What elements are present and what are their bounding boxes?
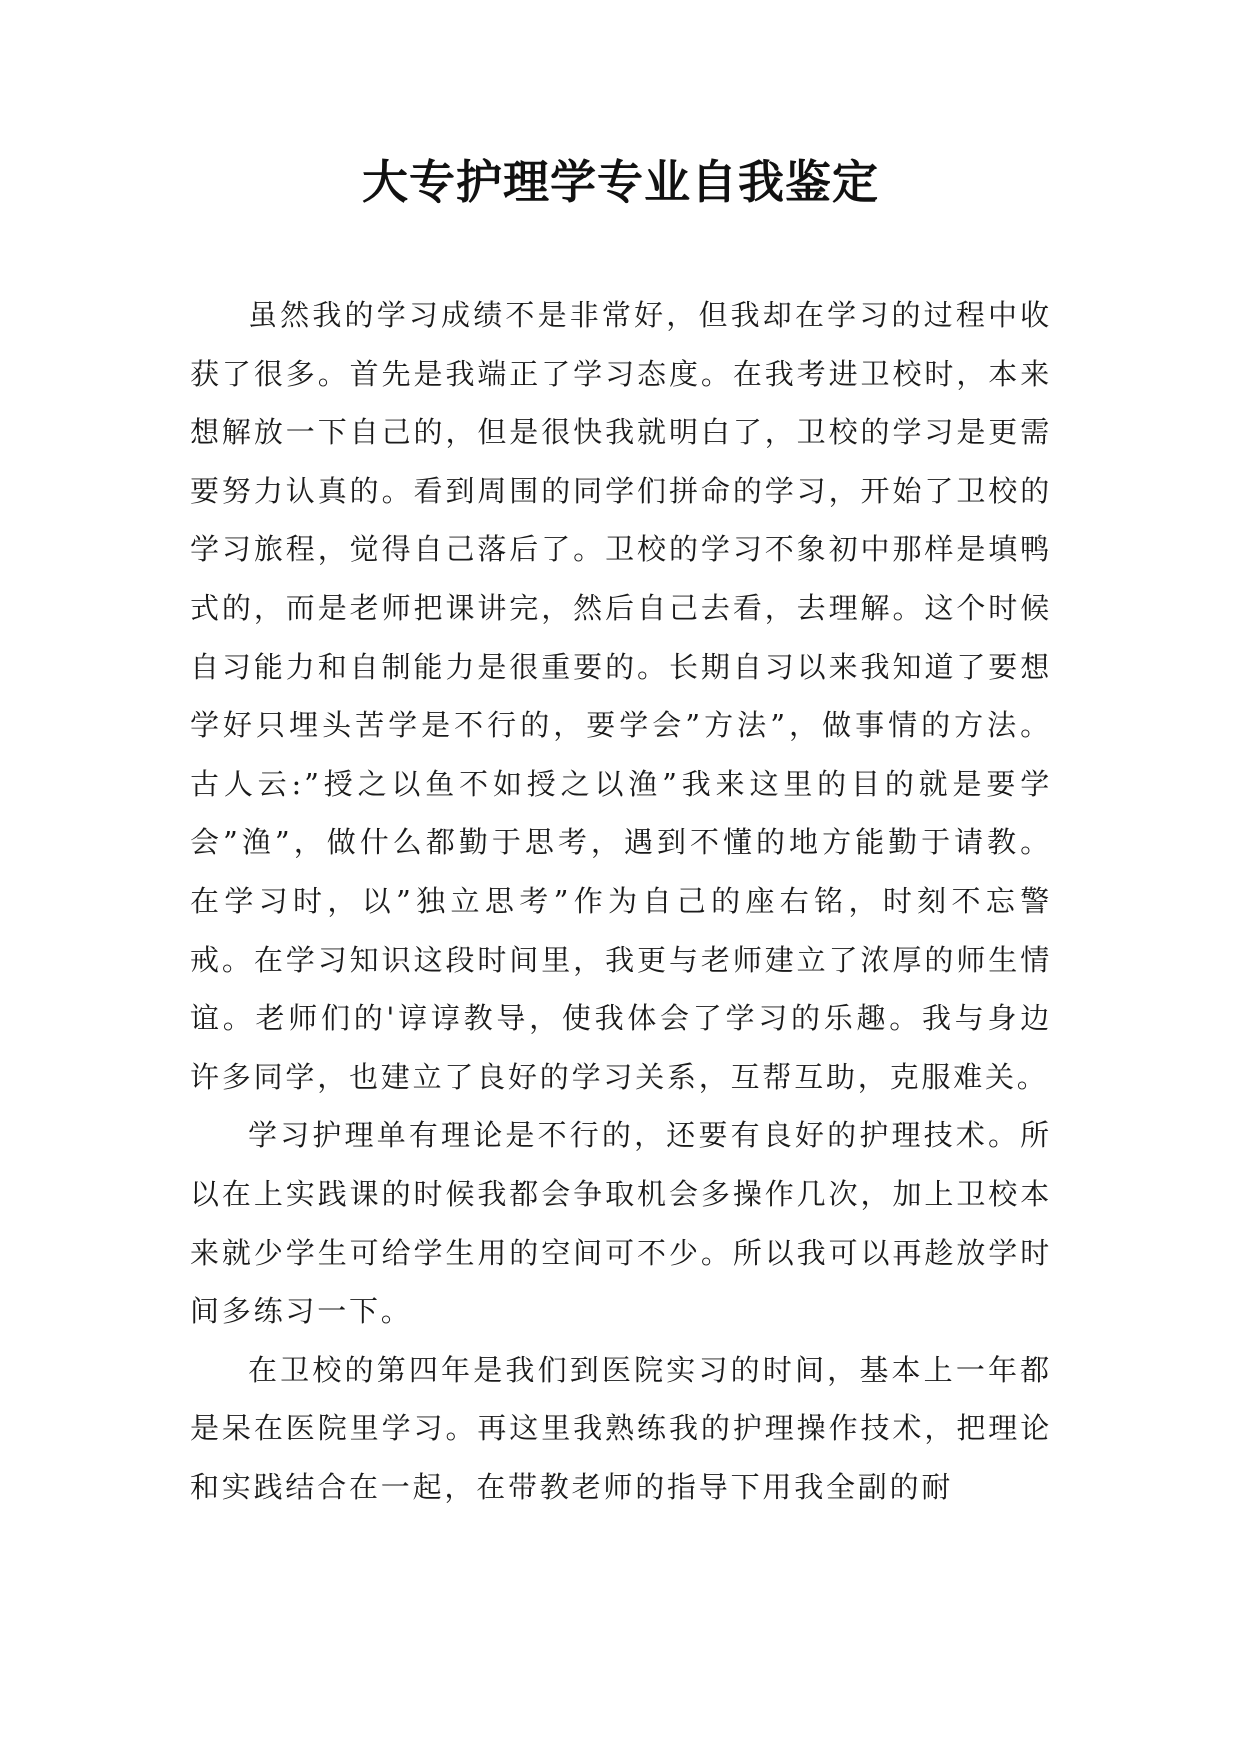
document-body <box>190 286 1052 1516</box>
paragraph-nursing-skills: 学习护理单有理论是不行的，还要有良好的护理技术。所以在上实践课的时候我都会争取机会多操作几次，加上卫校本来就少学生可给学生用的空间可不少。所以我可以再趁放学时间多练习一下。 <box>190 1118 1052 1329</box>
paragraph-study-attitude: 虽然我的学习成绩不是非常好，但我却在学习的过程中收获了很多。首先是我端正了学习态度。在我考进卫校时，本来想解放一下自己的，但是很快我就明白了，卫校的学习是更需要努力认真的。看到周围的同学们拼命的学习，开始了卫校的学习旅程，觉得自己落后了。卫校的学习不象初中那样是填鸭式的，而是老师把课讲完，然后自己去看，去理解。这个时候自习能力和自制能力是很重要的。长期自习以来我知道了要想学好只埋头苦学是不行的，要学会”方法”，做事情的方法。古人云:”授之以鱼不如授之以渔”我来这里的目的就是要学会”渔”，做什么都勤于思考，遇到不懂的地方能勤于请教。在学习时，以”独立思考”作为自己的座右铭，时刻不忘警戒。在学习知识这段时间里，我更与老师建立了浓厚的师生情谊。老师们的'谆谆教导，使我体会了学习的乐趣。我与身边许多同学，也建立了良好的学习关系，互帮互助，克服难关。 <box>190 298 1052 1094</box>
paragraph-hospital-internship: 在卫校的第四年是我们到医院实习的时间，基本上一年都是呆在医院里学习。再这里我熟练我的护理操作技术，把理论和实践结合在一起，在带教老师的指导下用我全副的耐 <box>190 1352 1052 1504</box>
document-title: 大专护理学专业自我鉴定 <box>362 155 879 209</box>
